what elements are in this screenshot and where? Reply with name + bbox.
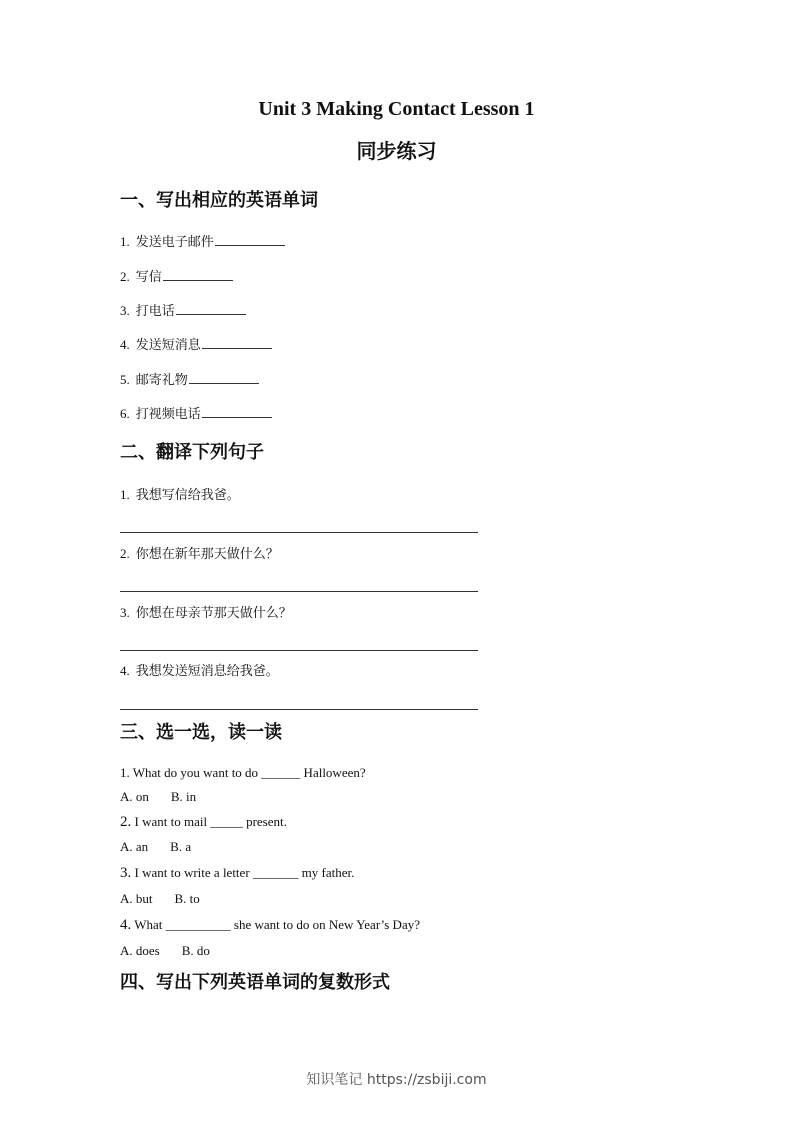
question-line [120, 864, 354, 882]
options-line [120, 838, 213, 856]
section-heading-2: 二、翻译下列句子 [120, 442, 264, 463]
option-a[interactable]: A. an [120, 839, 149, 854]
item-text: 发送电子邮件 [135, 235, 214, 250]
options-line [120, 788, 218, 806]
question-number: 4. [120, 917, 132, 933]
list-item [120, 662, 279, 681]
item-text: 发送短消息 [135, 338, 201, 353]
list-item [120, 371, 259, 390]
options-line [120, 890, 222, 908]
question-text: I want to mail _____ present. [134, 814, 287, 829]
item-number: 4. [120, 337, 130, 352]
item-number: 6. [120, 406, 130, 421]
answer-line[interactable] [120, 532, 478, 533]
list-item [120, 604, 292, 623]
page-subtitle: 同步练习 [356, 139, 437, 163]
item-number: 2. [120, 269, 130, 284]
question-line [120, 813, 287, 831]
answer-blank[interactable] [202, 405, 272, 418]
item-number: 1. [120, 487, 130, 502]
section-heading-1: 一、写出相应的英语单词 [120, 190, 318, 211]
question-line [120, 764, 366, 782]
question-text: What __________ she want to do on New Year’s Day? [134, 917, 420, 932]
item-text: 打视频电话 [135, 407, 201, 422]
answer-blank[interactable] [189, 371, 259, 384]
option-b[interactable]: B. a [170, 839, 192, 854]
answer-line[interactable] [120, 591, 478, 592]
answer-blank[interactable] [163, 268, 233, 281]
item-number: 3. [120, 303, 130, 318]
list-item [120, 336, 272, 355]
question-number: 1. [120, 765, 130, 780]
page-title: Unit 3 Making Contact Lesson 1 [258, 98, 535, 120]
question-number: 3. [120, 865, 132, 881]
list-item [120, 302, 246, 321]
option-a[interactable]: A. does [120, 943, 160, 958]
section-heading-3: 三、选一选，读一读 [120, 722, 282, 743]
answer-blank[interactable] [176, 302, 246, 315]
footer-watermark: 知识笔记 https://zsbiji.com [306, 1072, 487, 1088]
list-item [120, 268, 233, 287]
item-number: 2. [120, 546, 130, 561]
options-line [120, 942, 232, 960]
item-text: 你想在新年那天做什么？ [135, 547, 279, 562]
item-text: 我想发送短消息给我爸。 [135, 664, 279, 679]
section-heading-4: 四、写出下列英语单词的复数形式 [120, 972, 390, 993]
question-line [120, 916, 420, 934]
option-b[interactable]: B. in [170, 789, 197, 804]
option-a[interactable]: A. on [120, 789, 149, 804]
item-text: 邮寄礼物 [135, 373, 188, 388]
answer-blank[interactable] [215, 233, 285, 246]
option-a[interactable]: A. but [120, 891, 153, 906]
item-text: 写信 [135, 270, 162, 285]
item-text: 我想写信给我爸。 [135, 488, 240, 503]
item-number: 1. [120, 234, 130, 249]
list-item [120, 486, 240, 505]
question-text: I want to write a letter _______ my father. [134, 865, 355, 880]
option-b[interactable]: B. to [174, 891, 200, 906]
list-item [120, 545, 279, 564]
item-number: 3. [120, 605, 130, 620]
answer-line[interactable] [120, 650, 478, 651]
question-number: 2. [120, 814, 132, 830]
answer-line[interactable] [120, 709, 478, 710]
item-number: 4. [120, 663, 130, 678]
item-number: 5. [120, 372, 130, 387]
answer-blank[interactable] [202, 336, 272, 349]
question-text: What do you want to do ______ Halloween? [132, 765, 366, 780]
list-item [120, 405, 272, 424]
option-b[interactable]: B. do [181, 943, 210, 958]
list-item [120, 233, 285, 252]
item-text: 打电话 [135, 304, 175, 319]
item-text: 你想在母亲节那天做什么？ [135, 606, 292, 621]
